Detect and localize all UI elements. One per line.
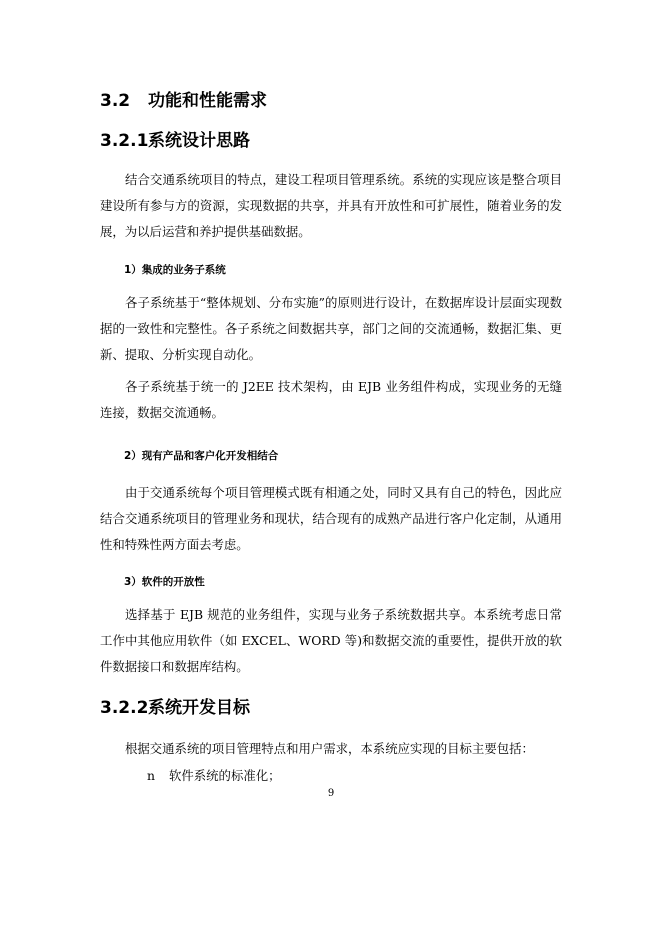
item-heading-1: 1）集成的业务子系统 xyxy=(124,264,226,276)
intro-paragraph: 结合交通系统项目的特点，建设工程项目管理系统。系统的实现应该是整合项目建设所有参与方的资源，实现数据的共享，并具有开放性和可扩展性，随着业务的发展，为以后运营和养护提供基础数据。 xyxy=(100,172,562,239)
bullet-marker: n xyxy=(147,768,155,783)
item-heading-2: 2）现有产品和客户化开发相结合 xyxy=(124,450,279,462)
section-number: 3.2 xyxy=(100,91,131,111)
item-3-paragraph-1: 选择基于 EJB 规范的业务组件，实现与业务子系统数据共享。本系统考虑日常工作中其他应用软件（如 EXCEL、WORD 等)和数据交流的重要性，提供开放的软件数据接口和数据库结构。 xyxy=(100,607,562,674)
page-number: 9 xyxy=(327,788,335,799)
item-heading-3: 3）软件的开放性 xyxy=(124,576,205,588)
subsection-heading-1 xyxy=(100,126,250,151)
item-2-paragraph-1: 由于交通系统每个项目管理模式既有相通之处，同时又具有自己的特色，因此应结合交通系统项目的管理业务和现状，结合现有的成熟产品进行客户化定制，从通用性和特殊性两方面去考虑。 xyxy=(100,485,562,552)
item-1-paragraph-1: 各子系统基于“整体规划、分布实施”的原则进行设计，在数据库设计层面实现数据的一致性和完整性。各子系统之间数据共享，部门之间的交流通畅，数据汇集、更新、提取、分析实现自动化。 xyxy=(100,295,562,362)
subsection-number: 3.2.2 xyxy=(100,698,149,718)
section-title: 功能和性能需求 xyxy=(148,91,267,111)
goals-intro-paragraph: 根据交通系统的项目管理特点和用户需求，本系统应实现的目标主要包括： xyxy=(125,741,534,756)
list-item xyxy=(147,766,281,786)
subsection-number: 3.2.1 xyxy=(100,131,149,151)
subsection-heading-2 xyxy=(100,693,250,718)
section-heading xyxy=(100,86,267,111)
list-item-text: 软件系统的标准化； xyxy=(169,768,281,783)
item-1-paragraph-2: 各子系统基于统一的 J2EE 技术架构，由 EJB 业务组件构成，实现业务的无缝连接，数据交流通畅。 xyxy=(100,379,562,420)
subsection-title: 系统设计思路 xyxy=(148,131,250,151)
subsection-title: 系统开发目标 xyxy=(148,698,250,718)
